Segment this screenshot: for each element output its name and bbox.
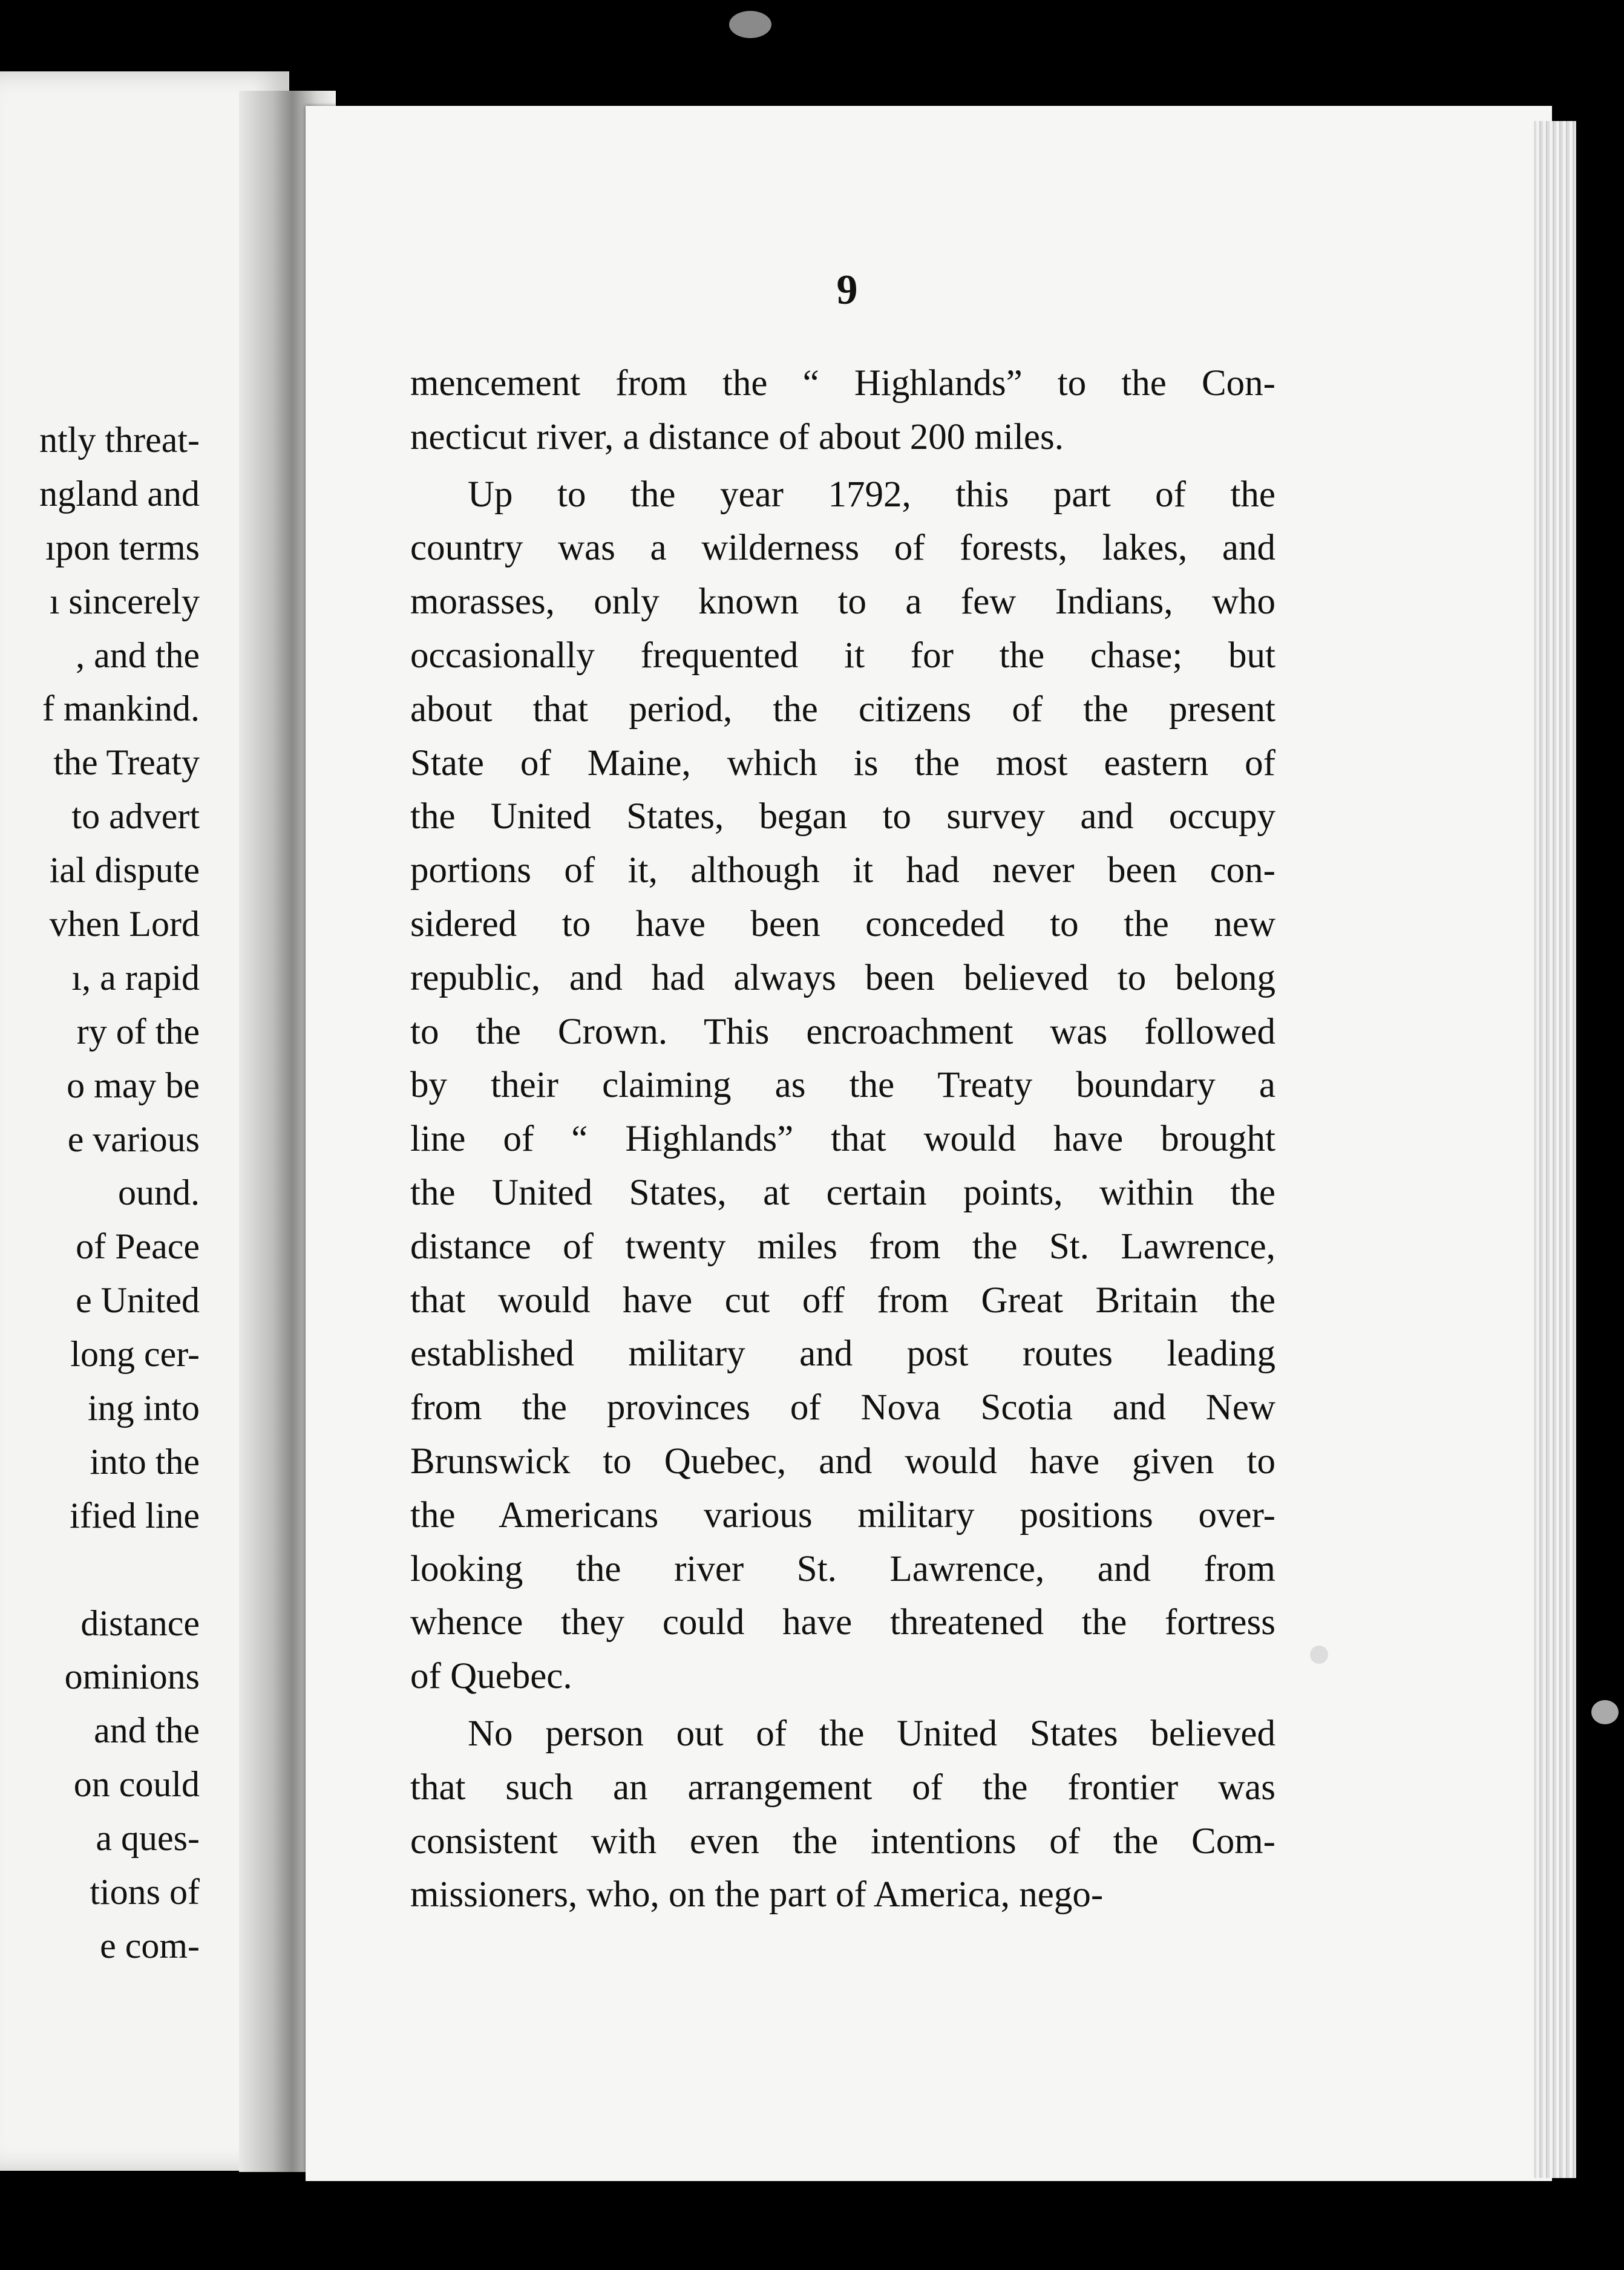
body-line: about that period, the citizens of the present <box>410 689 1275 730</box>
left-page-line: vhen Lord <box>49 904 200 944</box>
left-page-line: ound. <box>118 1173 200 1213</box>
left-page-line: o may be <box>67 1065 200 1105</box>
body-line: established military and post routes leading <box>410 1333 1275 1375</box>
left-page-line: ntly threat- <box>39 420 200 460</box>
paper-speck <box>1591 1700 1619 1724</box>
body-line: that such an arrangement of the frontier was <box>410 1767 1275 1808</box>
body-line: the Americans various military positions over- <box>410 1494 1275 1536</box>
left-page-line: ıpon terms <box>45 527 200 568</box>
left-page-line: ngland and <box>39 473 200 514</box>
left-page-line: ı, a rapid <box>71 957 200 998</box>
body-line: by their claiming as the Treaty boundary a <box>410 1065 1275 1106</box>
left-page-line: and the <box>94 1710 200 1751</box>
body-text <box>410 357 1275 1922</box>
body-line: No person out of the United States believed <box>468 1713 1275 1754</box>
body-line: occasionally frequented it for the chase; but <box>410 635 1275 676</box>
body-line: mencement from the “ Highlands” to the Con- <box>410 363 1275 404</box>
left-page-line: into the <box>90 1441 200 1482</box>
left-page-line: f mankind. <box>42 689 200 729</box>
left-page-line: e various <box>67 1119 200 1159</box>
body-line: necticut river, a distance of about 200 miles. <box>410 416 1064 457</box>
body-line: that would have cut off from Great Britain the <box>410 1280 1275 1321</box>
left-page-line: the Treaty <box>53 742 200 783</box>
left-page-line: a ques- <box>96 1818 200 1859</box>
body-line: State of Maine, which is the most eastern of <box>410 742 1275 783</box>
body-line: to the Crown. This encroachment was followed <box>410 1011 1275 1052</box>
body-line: missioners, who, on the part of America, nego- <box>410 1874 1104 1915</box>
left-page-line: distance <box>80 1603 200 1643</box>
body-line: line of “ Highlands” that would have brought <box>410 1119 1275 1160</box>
left-page-line <box>0 1543 200 1597</box>
page-edges <box>1534 121 1576 2178</box>
paper-speck <box>1310 1646 1328 1664</box>
body-line: the United States, at certain points, within the <box>410 1172 1275 1213</box>
body-line: republic, and had always been believed to belong <box>410 957 1275 998</box>
body-line: looking the river St. Lawrence, and from <box>410 1548 1275 1589</box>
left-page-line: ial dispute <box>49 850 200 891</box>
left-page-line: ominions <box>64 1657 200 1697</box>
left-page-line: of Peace <box>76 1226 200 1267</box>
body-line: whence they could have threatened the fortress <box>410 1602 1275 1643</box>
left-page-line: e United <box>76 1280 200 1321</box>
body-line: morasses, only known to a few Indians, who <box>410 581 1275 623</box>
left-page-line: , and the <box>76 635 200 675</box>
body-line: of Quebec. <box>410 1656 572 1697</box>
body-line: consistent with even the intentions of the Com- <box>410 1820 1275 1862</box>
body-line: distance of twenty miles from the St. Lawrence, <box>410 1226 1275 1267</box>
body-line: sidered to have been conceded to the new <box>410 903 1275 944</box>
body-line: Up to the year 1792, this part of the <box>468 474 1275 515</box>
left-page-line: ified line <box>70 1495 200 1536</box>
body-line: from the provinces of Nova Scotia and New <box>410 1387 1275 1428</box>
left-page-line: on could <box>73 1764 200 1805</box>
body-line: Brunswick to Quebec, and would have given to <box>410 1441 1275 1482</box>
left-page-line: e com- <box>100 1925 200 1966</box>
page-number: 9 <box>836 267 858 313</box>
paper-speck <box>729 11 771 38</box>
left-page-line: ı sincerely <box>49 581 200 621</box>
left-page-text <box>0 413 200 1973</box>
body-line: the United States, began to survey and occupy <box>410 796 1275 837</box>
left-page-line: tions of <box>90 1872 200 1912</box>
left-page-line: ry of the <box>76 1011 200 1052</box>
left-page-line: to advert <box>71 796 200 837</box>
left-page-line: ing into <box>87 1388 200 1428</box>
body-line: portions of it, although it had never been con- <box>410 850 1275 891</box>
body-line: country was a wilderness of forests, lakes, and <box>410 528 1275 569</box>
left-page-line: long cer- <box>70 1334 200 1375</box>
